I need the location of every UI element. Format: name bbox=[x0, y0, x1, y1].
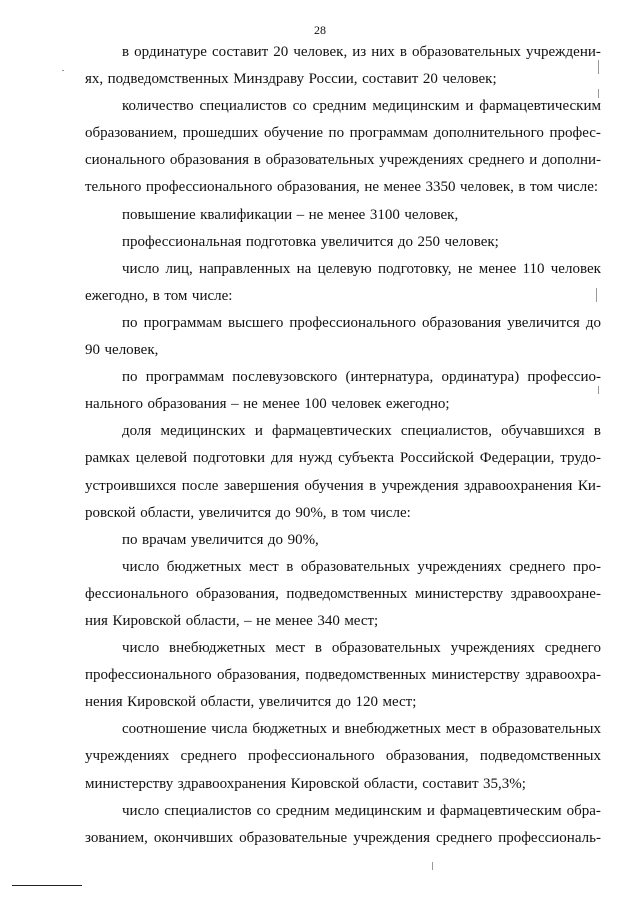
text-line: зованием, окончивших образовательные учреждения среднего профессиональ- bbox=[85, 829, 601, 846]
text-line: число бюджетных мест в образовательных учреждениях среднего про- bbox=[122, 558, 601, 575]
text-line: устроившихся после завершения обучения в учреждения здравоохранения Ки- bbox=[85, 477, 601, 494]
text-line: профессионального образования, подведомственных министерству здравоохра- bbox=[85, 667, 601, 684]
text-line: количество специалистов со средним медицинским и фармацевтическим bbox=[122, 98, 601, 115]
scan-mark bbox=[598, 89, 599, 98]
footnote-rule bbox=[12, 885, 82, 886]
text-line: ях, подведомственных Минздраву России, составит 20 человек; bbox=[85, 71, 497, 88]
text-line: 90 человек, bbox=[85, 342, 159, 359]
text-line: доля медицинских и фармацевтических специалистов, обучавшихся в bbox=[122, 423, 601, 440]
text-line: число лиц, направленных на целевую подготовку, не менее 110 человек bbox=[122, 260, 601, 277]
text-line: в ординатуре составит 20 человек, из них в образовательных учреждени- bbox=[122, 44, 601, 60]
text-line: по программам послевузовского (интернатура, ординатура) профессио- bbox=[122, 369, 601, 386]
text-line: по программам высшего профессионального образования увеличится до bbox=[122, 314, 601, 331]
text-line: фессионального образования, подведомственных министерству здравоохране- bbox=[85, 585, 601, 602]
text-line: нального образования – не менее 100 человек ежегодно; bbox=[85, 396, 450, 413]
text-line: по врачам увеличится до 90%, bbox=[122, 531, 319, 548]
text-line: ровской области, увеличится до 90%, в том числе: bbox=[85, 504, 411, 521]
text-line: ежегодно, в том числе: bbox=[85, 287, 233, 304]
scan-mark bbox=[62, 70, 64, 71]
text-line: образованием, прошедших обучение по программам дополнительного профес- bbox=[85, 125, 601, 142]
text-line: учреждениях среднего профессионального образования, подведомственных bbox=[85, 748, 601, 765]
text-line: тельного профессионального образования, не менее 3350 человек, в том числе: bbox=[85, 179, 599, 196]
text-line: повышение квалификации – не менее 3100 человек, bbox=[122, 206, 459, 223]
text-line: число специалистов со средним медицинским и фармацевтическим обра- bbox=[122, 802, 601, 819]
body-text bbox=[85, 39, 601, 852]
text-line: сионального образования в образовательных учреждениях среднего и дополни- bbox=[85, 152, 601, 169]
scan-mark bbox=[598, 386, 599, 394]
scan-mark bbox=[432, 862, 433, 870]
text-line: нения Кировской области, увеличится до 120 мест; bbox=[85, 694, 417, 711]
text-line: ния Кировской области, – не менее 340 мест; bbox=[85, 612, 379, 629]
text-line: рамках целевой подготовки для нужд субъекта Российской Федерации, трудо- bbox=[85, 450, 601, 467]
text-line: число внебюджетных мест в образовательных учреждениях среднего bbox=[122, 640, 601, 657]
page-number: 28 bbox=[314, 23, 326, 37]
text-line: министерству здравоохранения Кировской области, составит 35,3%; bbox=[85, 775, 526, 792]
text-line: профессиональная подготовка увеличится до 250 человек; bbox=[122, 233, 499, 250]
text-line: соотношение числа бюджетных и внебюджетных мест в образовательных bbox=[122, 721, 601, 738]
scan-mark bbox=[598, 60, 599, 74]
scan-mark bbox=[596, 288, 597, 302]
